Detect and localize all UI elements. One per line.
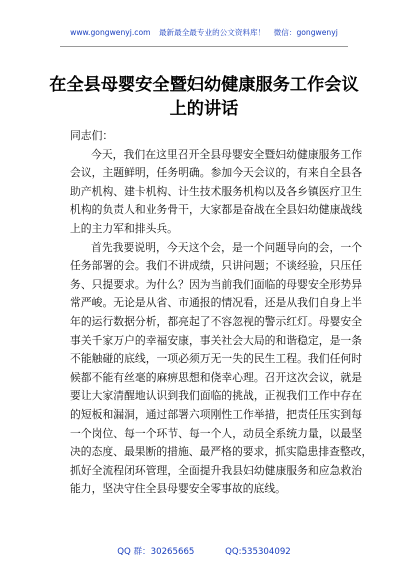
wechat-id: 微信：gongwenyj [273, 28, 338, 37]
body-line: 首先我要说明，今天这个会，是一个问题导向的会，一个 [91, 240, 362, 254]
site-url: www.gongwenyj.com [70, 28, 151, 37]
body-line: 任务部署的会。我们不讲成绩，只讲问题；不谈经验，只压任 [70, 259, 362, 273]
document-body [70, 127, 373, 499]
page-header [0, 27, 408, 38]
body-line: 上的主力军和排头兵。 [70, 221, 178, 235]
body-line: 年的运行数据分析，都亮起了不容忽视的警示红灯。母婴安全 [70, 314, 362, 328]
qq-contact: QQ:535304092 [225, 547, 291, 557]
body-line: 能力，坚决守住全县母婴安全零事故的底线。 [70, 482, 286, 496]
page-footer [0, 545, 408, 557]
qq-group: QQ 群：30265665 [117, 547, 195, 557]
body-line: 机构的负责人和业务骨干，大家都是奋战在全县妇幼健康战线 [70, 203, 362, 217]
body-line: 候都不能有丝毫的麻痹思想和侥幸心理。召开这次会议，就是 [70, 370, 362, 384]
body-line: 事关千家万户的幸福安康，事关社会大局的和谐稳定，是一条 [70, 333, 362, 347]
body-line: 抓好全流程闭环管理，全面提升我县妇幼健康服务和应急救治 [70, 463, 362, 477]
body-line: 一个岗位、每一个环节、每一个人，动员全系统力量，以最坚 [70, 426, 362, 440]
site-slogan: 最新最全最专业的公文资料库！ [158, 28, 266, 37]
header-divider [60, 46, 348, 47]
body-line: 务、只提要求。为什么？因为当前我们面临的母婴安全形势异 [70, 277, 362, 291]
title-line-2: 上的讲话 [169, 99, 239, 119]
document-title [40, 73, 368, 121]
body-line: 不能触碰的底线，一项必须万无一失的民生工程。我们任何时 [70, 352, 362, 366]
body-line: 要让大家清醒地认识到我们面临的挑战，正视我们工作中存在 [70, 389, 362, 403]
body-line: 助产机构、建卡机构、计生技术服务机构以及各乡镇医疗卫生 [70, 184, 362, 198]
body-line: 今天，我们在这里召开全县母婴安全暨妇幼健康服务工作 [91, 147, 362, 161]
body-line: 的短板和漏洞，通过部署六项刚性工作举措，把责任压实到每 [70, 407, 362, 421]
body-line: 决的态度、最果断的措施、最严格的要求，抓实隐患排查整改， [70, 445, 373, 459]
body-line: 常严峻。无论是从省、市通报的情况看，还是从我们自身上半 [70, 296, 362, 310]
title-line-1: 在全县母婴安全暨妇幼健康服务工作会议 [49, 75, 359, 95]
salutation: 同志们： [70, 129, 114, 142]
body-line: 会议，主题鲜明，任务明确。参加今天会议的，有来自全县各 [70, 166, 362, 180]
